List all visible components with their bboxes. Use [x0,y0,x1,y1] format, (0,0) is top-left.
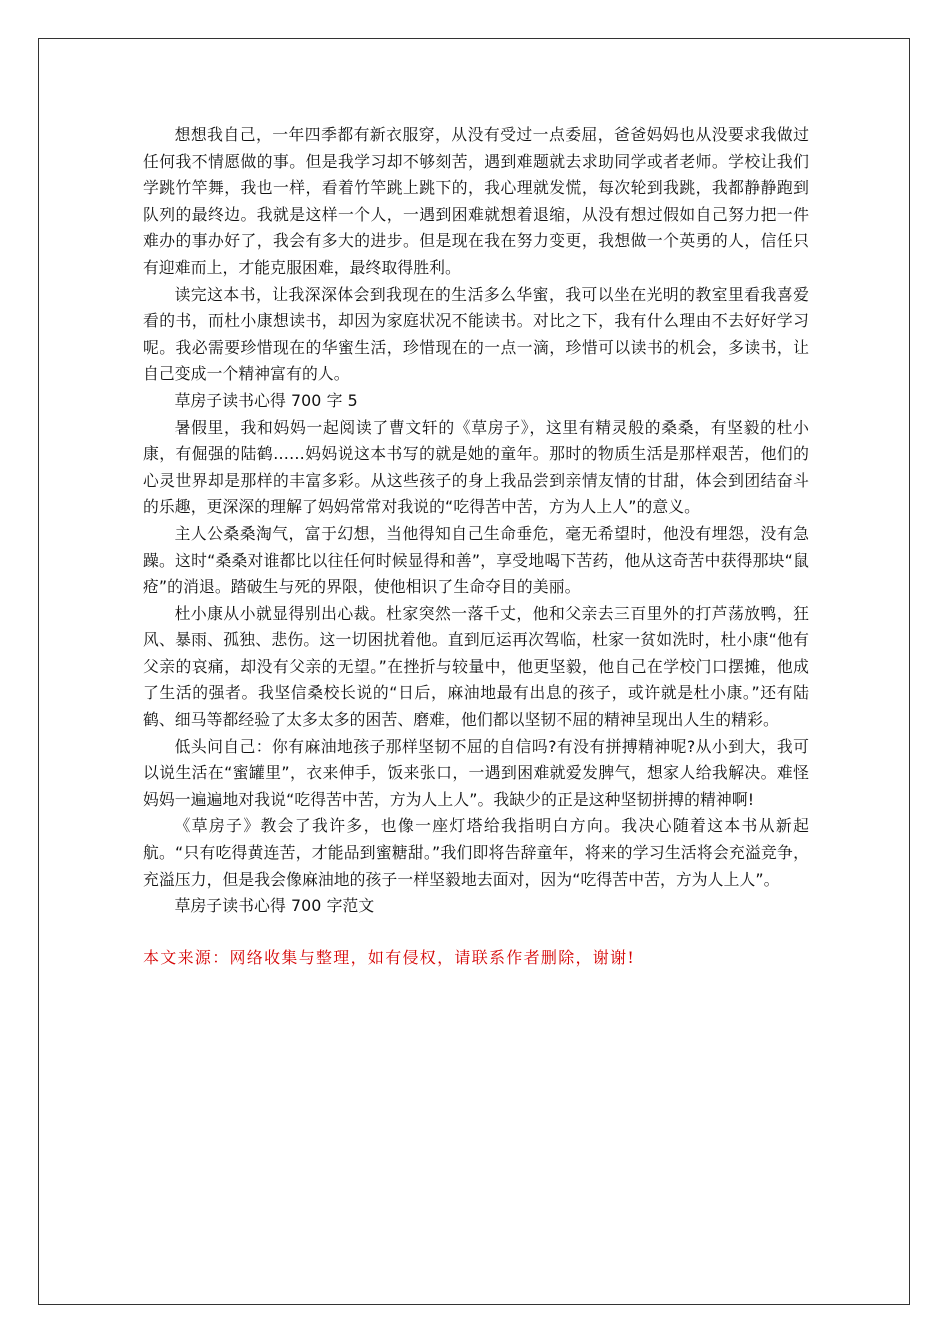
paragraph-3: 暑假里，我和妈妈一起阅读了曹文轩的《草房子》，这里有精灵般的桑桑，有坚毅的杜小康，有倔强的陆鹤……妈妈说这本书写的就是她的童年。那时的物质生活是那样艰苦，他们的心灵世界却是那样的丰富多彩。从这些孩子的身上我品尝到亲情友情的甘甜，体会到团结奋斗的乐趣，更深深的理解了妈妈常常对我说的“吃得苦中苦，方为人上人”的意义。 [143,417,809,517]
paragraph-6: 低头问自己：你有麻油地孩子那样坚韧不屈的自信吗?有没有拼搏精神呢?从小到大，我可以说生活在“蜜罐里”，衣来伸手，饭来张口，一遇到困难就爱发脾气，想家人给我解决。难怪妈妈一遍遍地对我说“吃得苦中苦，方为人上人”。我缺少的正是这种坚韧拼搏的精神啊! [143,736,809,809]
document-body [143,122,809,920]
paragraph-2: 读完这本书，让我深深体会到我现在的生活多么华蜜，我可以坐在光明的教室里看我喜爱看的书，而杜小康想读书，却因为家庭状况不能读书。对比之下，我有什么理由不去好好学习呢。我必需要珍惜现在的华蜜生活，珍惜现在的一点一滴，珍惜可以读书的机会，多读书，让自己变成一个精神富有的人。 [143,284,809,384]
source-note: 本文来源：网络收集与整理，如有侵权，请联系作者删除，谢谢! [143,948,636,967]
paragraph-1: 想想我自己，一年四季都有新衣服穿，从没有受过一点委屈，爸爸妈妈也从没要求我做过任何我不情愿做的事。但是我学习却不够刻苦，遇到难题就去求助同学或者老师。学校让我们学跳竹竿舞，我也一样，看着竹竿跳上跳下的，我心理就发慌，每次轮到我跳，我都静静跑到队列的最终边。我就是这样一个人，一遇到困难就想着退缩，从没有想过假如自己努力把一件难办的事办好了，我会有多大的进步。但是现在我在努力变更，我想做一个英勇的人，信任只有迎难而上，才能克服困难，最终取得胜利。 [143,125,809,277]
closing-heading: 草房子读书心得 700 字范文 [174,896,375,916]
section-heading: 草房子读书心得 700 字 5 [174,390,358,410]
paragraph-7: 《草房子》教会了我许多，也像一座灯塔给我指明白方向。我决心随着这本书从新起航。“只有吃得黄连苦，才能品到蜜糖甜。”我们即将告辞童年，将来的学习生活将会充溢竞争，充溢压力，但是我会像麻油地的孩子一样坚毅地去面对，因为“吃得苦中苦，方为人上人”。 [143,816,809,889]
paragraph-4: 主人公桑桑淘气，富于幻想，当他得知自己生命垂危，毫无希望时，他没有埋怨，没有急躁。这时“桑桑对谁都比以往任何时候显得和善”，享受地喝下苦药，他从这奇苦中获得那块“鼠疮”的消退。踏破生与死的界限，使他相识了生命夺目的美丽。 [143,523,809,597]
paragraph-5: 杜小康从小就显得别出心裁。杜家突然一落千丈，他和父亲去三百里外的打芦荡放鸭，狂风、暴雨、孤独、悲伤。这一切困扰着他。直到厄运再次驾临，杜家一贫如洗时，杜小康“他有父亲的哀痛，却没有父亲的无望。”在挫折与较量中，他更坚毅，他自己在学校门口摆摊，他成了生活的强者。我坚信桑校长说的“日后，麻油地最有出息的孩子，或许就是杜小康。”还有陆鹤、细马等都经验了太多太多的困苦、磨难，他们都以坚韧不屈的精神呈现出人生的精彩。 [143,603,809,730]
